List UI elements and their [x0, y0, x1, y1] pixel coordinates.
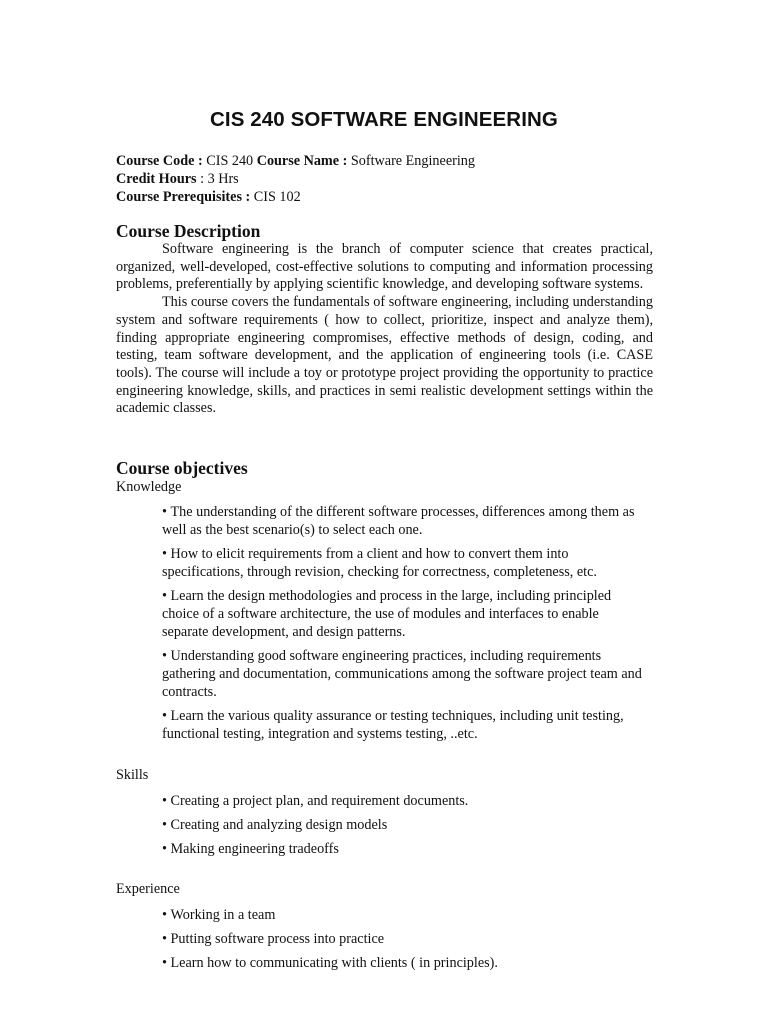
skills-list: [162, 792, 642, 864]
knowledge-list: [162, 503, 642, 749]
course-code-label: Course Code :: [116, 153, 203, 169]
knowledge-item-4: • Understanding good software engineering practices, including requirements gathering and documentation, communications among the software project team and contracts.: [162, 648, 642, 700]
list-item: [162, 587, 642, 641]
knowledge-item-5: • Learn the various quality assurance or testing techniques, including unit testing, functional testing, integration and systems testing, ..etc.: [162, 708, 624, 742]
experience-item-2: • Putting software process into practice: [162, 931, 384, 947]
list-item: [162, 930, 642, 948]
knowledge-item-1: • The understanding of the different software processes, differences among them as well as the best scenario(s) to select each one.: [162, 504, 634, 538]
credit-hours-line: [116, 170, 475, 188]
knowledge-item-3: • Learn the design methodologies and process in the large, including principled choice of a software architecture, the use of modules and interfaces to enable separate development, and design patterns.: [162, 588, 611, 640]
skills-item-3: • Making engineering tradeoffs: [162, 841, 339, 857]
description-paragraph-1: Software engineering is the branch of computer science that creates practical, organized, well-developed, cost-effective solutions to computing and information processing problems, preferentially by applying scientific knowledge, and developing software systems.: [116, 241, 653, 293]
prerequisites-value: CIS 102: [250, 189, 301, 205]
credit-hours-value: : 3 Hrs: [196, 171, 239, 187]
description-paragraph-2: This course covers the fundamentals of software engineering, including understanding system and software requirements ( how to collect, prioritize, inspect and analyze them), finding appropriate engineering compromises, effective methods of design, coding, and testing, team software development, and the application of engineering tools (i.e. CASE tools). The course will include a toy or prototype project providing the opportunity to practice engineering knowledge, skills, and practices in semi realistic development settings within the academic classes.: [116, 294, 653, 417]
course-code-line: [116, 152, 475, 170]
knowledge-label: Knowledge: [116, 479, 182, 495]
list-item: [162, 906, 642, 924]
course-meta: [116, 152, 475, 206]
list-item: [162, 840, 642, 858]
prerequisites-line: [116, 188, 475, 206]
experience-item-3: • Learn how to communicating with clients ( in principles).: [162, 955, 498, 971]
skills-item-2: • Creating and analyzing design models: [162, 817, 387, 833]
list-item: [162, 816, 642, 834]
course-objectives-heading: Course objectives: [116, 458, 248, 478]
course-description-heading: Course Description: [116, 221, 261, 241]
list-item: [162, 545, 642, 581]
course-code-value: CIS 240: [202, 153, 257, 169]
prerequisites-label: Course Prerequisites :: [116, 189, 251, 205]
list-item: [162, 503, 642, 539]
list-item: [162, 647, 642, 701]
credit-hours-label: Credit Hours: [116, 171, 197, 187]
list-item: [162, 707, 642, 743]
course-name-label: Course Name :: [256, 153, 348, 169]
knowledge-item-2: • How to elicit requirements from a client and how to convert them into specifications, through revision, checking for correctness, completeness, etc.: [162, 546, 597, 580]
course-description-body: [116, 241, 653, 418]
skills-item-1: • Creating a project plan, and requirement documents.: [162, 793, 468, 809]
page-title: CIS 240 SOFTWARE ENGINEERING: [210, 108, 558, 131]
experience-list: [162, 906, 642, 978]
experience-label: Experience: [116, 881, 180, 897]
list-item: [162, 792, 642, 810]
experience-item-1: • Working in a team: [162, 907, 275, 923]
list-item: [162, 954, 642, 972]
skills-label: Skills: [116, 767, 149, 783]
course-name-value: Software Engineering: [347, 153, 475, 169]
